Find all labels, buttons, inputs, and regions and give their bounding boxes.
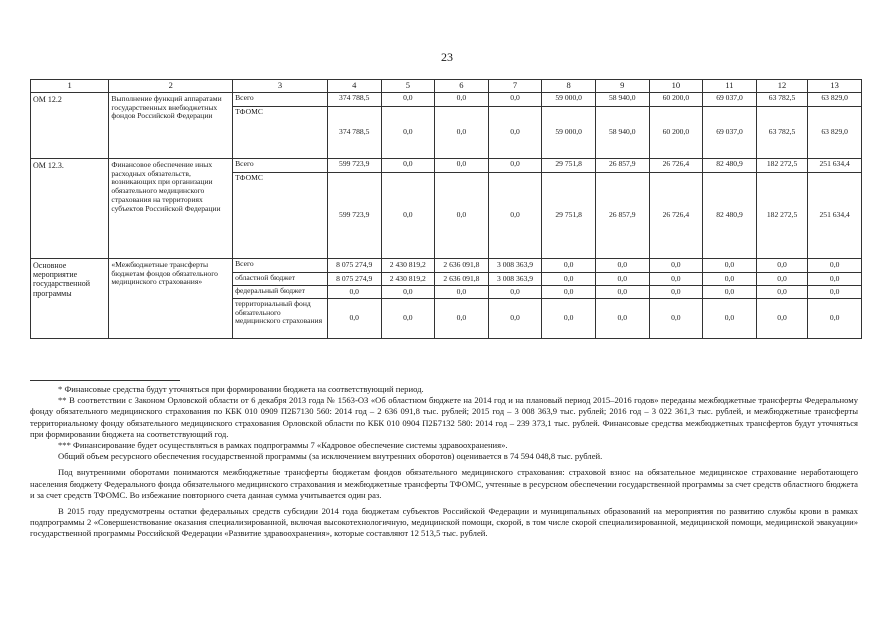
funding-source: областной бюджет: [233, 273, 328, 286]
value-cell: 2 636 091,8: [435, 259, 489, 273]
table-row: [31, 259, 862, 273]
column-header: 7: [488, 80, 542, 93]
funding-source: Всего: [233, 93, 328, 107]
value-cell: 0,0: [327, 286, 381, 299]
value-cell: 29 751,8: [542, 159, 596, 173]
funding-source: Всего: [233, 159, 328, 173]
value-cell: 0,0: [488, 286, 542, 299]
value-cell: 0,0: [542, 286, 596, 299]
value-cell: 58 940,0: [595, 93, 649, 107]
value-cell: 0,0: [649, 299, 703, 339]
value-cell: 0,0: [808, 259, 862, 273]
value-cell: 0,0: [542, 273, 596, 286]
measure-description: Выполнение функций аппаратами государственных внебюджетных фондов Российской Федерации: [109, 93, 233, 159]
funding-source: Всего: [233, 259, 328, 273]
footnote-1: * Финансовые средства будут уточняться при формировании бюджета на соответствующий период.: [58, 384, 424, 394]
value-cell: 0,0: [649, 273, 703, 286]
value-cell: 69 037,0: [703, 107, 757, 159]
value-cell: 3 008 363,9: [488, 259, 542, 273]
value-cell: 63 782,5: [756, 93, 808, 107]
value-cell: 0,0: [703, 273, 757, 286]
column-header: 2: [109, 80, 233, 93]
column-header: 3: [233, 80, 328, 93]
value-cell: 58 940,0: [595, 107, 649, 159]
value-cell: 0,0: [703, 299, 757, 339]
value-cell: 0,0: [756, 273, 808, 286]
column-header: 1: [31, 80, 109, 93]
value-cell: 0,0: [756, 299, 808, 339]
value-cell: 0,0: [488, 93, 542, 107]
value-cell: 63 782,5: [756, 107, 808, 159]
measure-description: «Межбюджетные трансферты бюджетам фондов обязательного медицинского страхования»: [109, 259, 233, 339]
value-cell: 0,0: [649, 286, 703, 299]
measure-code: ОМ 12.2: [31, 93, 109, 159]
value-cell: 0,0: [703, 259, 757, 273]
internal-turnover-paragraph: Под внутренними оборотами понимаются межбюджетные трансферты бюджетам фондов обязательного медицинского страхования: страховой взнос на обязательное медицинское страхование неработающего населения бюджету Федерального фонда обязательного медицинского страхования и межбюджетные трансферты ТФОМС, учтенные в ресурсном обеспечении государственной программы за счет средств областного бюджета и за счет средств ТФОМС. Во избежание повторного счета данная сумма учитывается один раз.: [30, 467, 858, 500]
column-header: 8: [542, 80, 596, 93]
value-cell: 60 200,0: [649, 93, 703, 107]
footnote-3: *** Финансирование будет осуществляться в рамках подпрограммы 7 «Кадровое обеспечение системы здравоохранения».: [58, 440, 508, 451]
value-cell: 2 430 819,2: [381, 259, 435, 273]
value-cell: 182 272,5: [756, 159, 808, 173]
value-cell: 0,0: [327, 299, 381, 339]
value-cell: 8 075 274,9: [327, 259, 381, 273]
value-cell: 63 829,0: [808, 93, 862, 107]
value-cell: 599 723,9: [327, 159, 381, 173]
column-header: 9: [595, 80, 649, 93]
value-cell: 0,0: [381, 299, 435, 339]
value-cell: 2 636 091,8: [435, 273, 489, 286]
column-header: 11: [703, 80, 757, 93]
value-cell: 8 075 274,9: [327, 273, 381, 286]
value-cell: 59 000,0: [542, 107, 596, 159]
value-cell: 26 726,4: [649, 173, 703, 259]
value-cell: 0,0: [381, 107, 435, 159]
value-cell: 82 480,9: [703, 173, 757, 259]
funding-source: ТФОМС: [233, 107, 328, 159]
funding-source: территориальный фонд обязательного медицинского страхования: [233, 299, 328, 339]
value-cell: 0,0: [435, 286, 489, 299]
table-row: [31, 159, 862, 173]
value-cell: 26 726,4: [649, 159, 703, 173]
budget-table: [30, 79, 862, 339]
value-cell: 374 788,5: [327, 93, 381, 107]
column-header: 6: [435, 80, 489, 93]
federal-remainder-paragraph: В 2015 году предусмотрены остатки федеральных средств субсидии 2014 года бюджетам субъектов Российской Федерации и муниципальных образований на мероприятия по развитию службы крови в рамках подпрограммы 2 «Совершенствование оказания специализированной, включая высокотехнологичную, медицинской помощи, скорой, в том числе скорой специализированной, медицинской помощи, медицинской эвакуации» государственной программы Российской Федерации «Развитие здравоохранения», которые составляют 12 513,5 тыс. рублей.: [30, 506, 858, 539]
funding-source: федеральный бюджет: [233, 286, 328, 299]
value-cell: 0,0: [595, 259, 649, 273]
value-cell: 60 200,0: [649, 107, 703, 159]
measure-description: Финансовое обеспечение иных расходных обязательств, возникающих при организации обязательного медицинского страхования на территориях субъектов Российской Федерации: [109, 159, 233, 259]
measure-code: Основное мероприятие государственной программы: [31, 259, 109, 339]
column-header: 12: [756, 80, 808, 93]
table-header-row: [31, 80, 862, 93]
value-cell: 0,0: [808, 273, 862, 286]
value-cell: 0,0: [542, 259, 596, 273]
footnote-divider: [30, 380, 180, 381]
page-number: 23: [441, 50, 453, 64]
value-cell: 69 037,0: [703, 93, 757, 107]
value-cell: 0,0: [435, 173, 489, 259]
value-cell: 0,0: [542, 299, 596, 339]
value-cell: 0,0: [756, 286, 808, 299]
column-header: 5: [381, 80, 435, 93]
value-cell: 29 751,8: [542, 173, 596, 259]
value-cell: 251 634,4: [808, 159, 862, 173]
value-cell: 374 788,5: [327, 107, 381, 159]
column-header: 13: [808, 80, 862, 93]
value-cell: 0,0: [381, 286, 435, 299]
value-cell: 26 857,9: [595, 159, 649, 173]
value-cell: 59 000,0: [542, 93, 596, 107]
value-cell: 0,0: [808, 299, 862, 339]
table-header: [31, 80, 862, 93]
column-header: 10: [649, 80, 703, 93]
table-row: [31, 93, 862, 107]
value-cell: 182 272,5: [756, 173, 808, 259]
value-cell: 26 857,9: [595, 173, 649, 259]
value-cell: 0,0: [595, 299, 649, 339]
value-cell: 0,0: [488, 299, 542, 339]
notes-section: [30, 384, 858, 540]
value-cell: 0,0: [595, 273, 649, 286]
value-cell: 0,0: [435, 107, 489, 159]
measure-code: ОМ 12.3.: [31, 159, 109, 259]
value-cell: 599 723,9: [327, 173, 381, 259]
value-cell: 0,0: [488, 159, 542, 173]
value-cell: 0,0: [488, 173, 542, 259]
value-cell: 0,0: [703, 286, 757, 299]
column-header: 4: [327, 80, 381, 93]
value-cell: 0,0: [808, 286, 862, 299]
footnote-2: ** В соответствии с Законом Орловской области от 6 декабря 2013 года № 1563-ОЗ «Об областном бюджете на 2014 год и на плановый период 2015–2016 годов» переданы межбюджетные трансферты Федеральному фонду обязательного медицинского страхования по КБК 010 0909 П2Б7130 560: 2014 год – 2 636 091,8 тыс. рублей; 2015 год – 3 008 363,9 тыс. рублей; 2016 год – 3 022 361,3 тыс. рублей, и межбюджетные трансферты территориальному фонду обязательного медицинского страхования Орловской области по КБК 010 0904 П2Б7132 580: 2014 год – 239 373,1 тыс. рублей. Финансовые средства межбюджетных трансфертов будут уточняться при формировании бюджета на соответствующий год.: [30, 395, 858, 439]
value-cell: 63 829,0: [808, 107, 862, 159]
value-cell: 251 634,4: [808, 173, 862, 259]
value-cell: 0,0: [435, 299, 489, 339]
value-cell: 0,0: [435, 159, 489, 173]
value-cell: 82 480,9: [703, 159, 757, 173]
value-cell: 0,0: [435, 93, 489, 107]
value-cell: 0,0: [381, 173, 435, 259]
value-cell: 0,0: [756, 259, 808, 273]
funding-source: ТФОМС: [233, 173, 328, 259]
value-cell: 0,0: [381, 159, 435, 173]
value-cell: 0,0: [381, 93, 435, 107]
value-cell: 0,0: [649, 259, 703, 273]
value-cell: 0,0: [488, 107, 542, 159]
value-cell: 2 430 819,2: [381, 273, 435, 286]
total-volume-paragraph: Общий объем ресурсного обеспечения государственной программы (за исключением внутренних оборотов) оценивается в 74 594 048,8 тыс. рублей.: [58, 451, 603, 462]
value-cell: 0,0: [595, 286, 649, 299]
value-cell: 3 008 363,9: [488, 273, 542, 286]
